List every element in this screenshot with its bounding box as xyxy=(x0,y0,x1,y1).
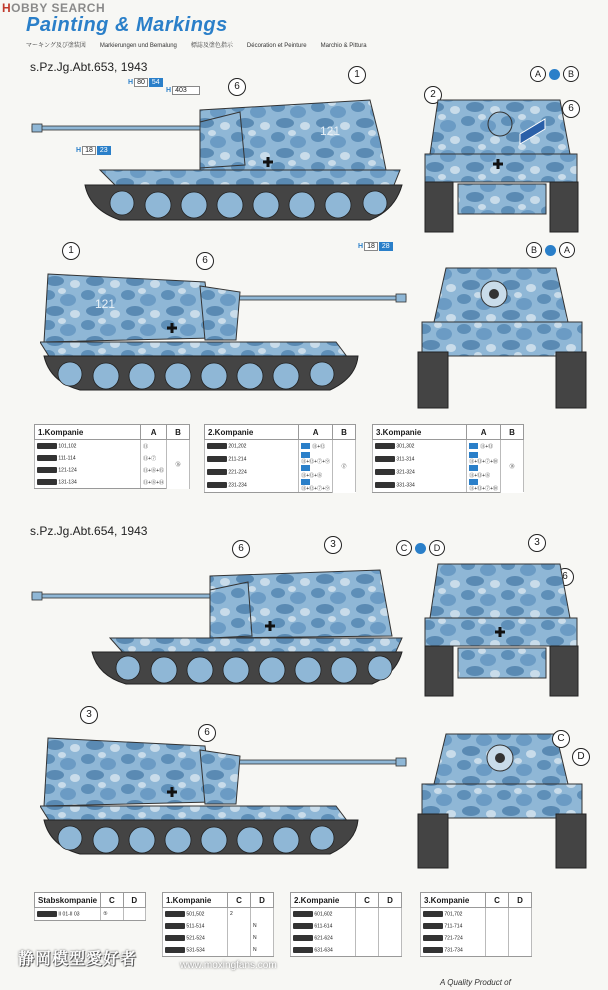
callout-6-rear: 6 xyxy=(562,100,580,118)
hull-number-121: 121 xyxy=(320,124,341,138)
tank-side-view-left-2 xyxy=(30,556,410,704)
page-title: Painting & Markings xyxy=(26,14,228,36)
marking-tag-h18-23: H 18 23 xyxy=(76,146,112,155)
swap-icon xyxy=(545,245,556,256)
marking-table-653-3: 3.Kompanie A B 301,302 ⑪+⑬ ⑱ 311-314 ⑪+⑬+⑦+⑩ 321-324 ⑪+⑬+⑧ 331-334 ⑪+⑬+⑦+⑩ xyxy=(372,424,524,493)
marking-table-653-2: 2.Kompanie A B 201,202 ⑪+⑫ ⑰ 211-214 ⑪+⑫+⑦+⑨ 221-224 ⑪+⑫+⑧ 231-234 ⑪+⑫+⑦+⑨ xyxy=(204,424,356,493)
callout-6-b: 6 xyxy=(196,252,214,270)
callout-3-rear: 3 xyxy=(528,534,546,552)
tank-front-view-1 xyxy=(416,262,588,410)
legend-a-b: A B xyxy=(530,66,579,82)
swap-icon xyxy=(415,543,426,554)
legend-b-a: B A xyxy=(526,242,575,258)
callout-6-c: 6 xyxy=(198,724,216,742)
tank-side-view-left-1 xyxy=(30,70,410,240)
marking-tag-h80: H 80 54 xyxy=(128,78,164,87)
callout-6-s2: 6 xyxy=(232,540,250,558)
hull-number-121-b: 121 xyxy=(95,297,116,311)
callout-1: 1 xyxy=(348,66,366,84)
marking-table-654-3: 3.Kompanie C D 701,702 711-714 721-724 731-734 xyxy=(420,892,532,957)
marking-tag-h18-28: H 18 28 xyxy=(358,242,394,251)
subtitle-row: マーキング及び塗装図 Markierungen und Bemalung 標誌及塗色指示 Décoration et Peinture Marchio & Pittura xyxy=(26,43,367,49)
callout-3-s2: 3 xyxy=(324,536,342,554)
unit-label-654: s.Pz.Jg.Abt.654, 1943 xyxy=(30,524,148,538)
unit-label-653: s.Pz.Jg.Abt.653, 1943 xyxy=(30,60,148,74)
tank-side-view-right-2 xyxy=(40,722,410,872)
tank-side-view-right-1 xyxy=(40,258,410,418)
callout-6-rear-s2: 6 xyxy=(556,568,574,586)
tank-rear-view-1 xyxy=(420,84,585,234)
tank-front-view-2 xyxy=(416,728,588,870)
callout-d: D xyxy=(572,748,590,766)
marking-table-654-stab: Stabskompanie C D II 01-II 03 ⑤ xyxy=(34,892,146,921)
callout-1-b: 1 xyxy=(62,242,80,260)
marking-tag-h403: H 403 xyxy=(166,86,201,95)
legend-c-d: C D xyxy=(396,540,445,556)
watermark-bottom: 静岡模型愛好者 xyxy=(18,951,138,968)
swap-icon xyxy=(549,69,560,80)
callout-c: C xyxy=(552,730,570,748)
marking-table-653-1: 1.Kompanie A B 101,102 ⑪ ⑯ 111-114 ⑪+⑦ 121-124 ⑪+⑧+⑮ 131-134 ⑪+⑧+⑭ xyxy=(34,424,190,489)
callout-3-b: 3 xyxy=(80,706,98,724)
marking-table-654-1: 1.Kompanie C D 501,502 2 511-514 N 521-524 N 531-534 N xyxy=(162,892,274,957)
callout-2: 2 xyxy=(424,86,442,104)
footer-text: A Quality Product of xyxy=(440,978,511,987)
callout-6: 6 xyxy=(228,78,246,96)
watermark-top: HOBBY SEARCH xyxy=(2,1,106,15)
marking-table-654-2: 2.Kompanie C D 601,602 611-614 621-624 631-634 xyxy=(290,892,402,957)
watermark-url: www.moxingfans.com xyxy=(180,960,277,971)
tank-rear-view-2 xyxy=(420,558,585,698)
